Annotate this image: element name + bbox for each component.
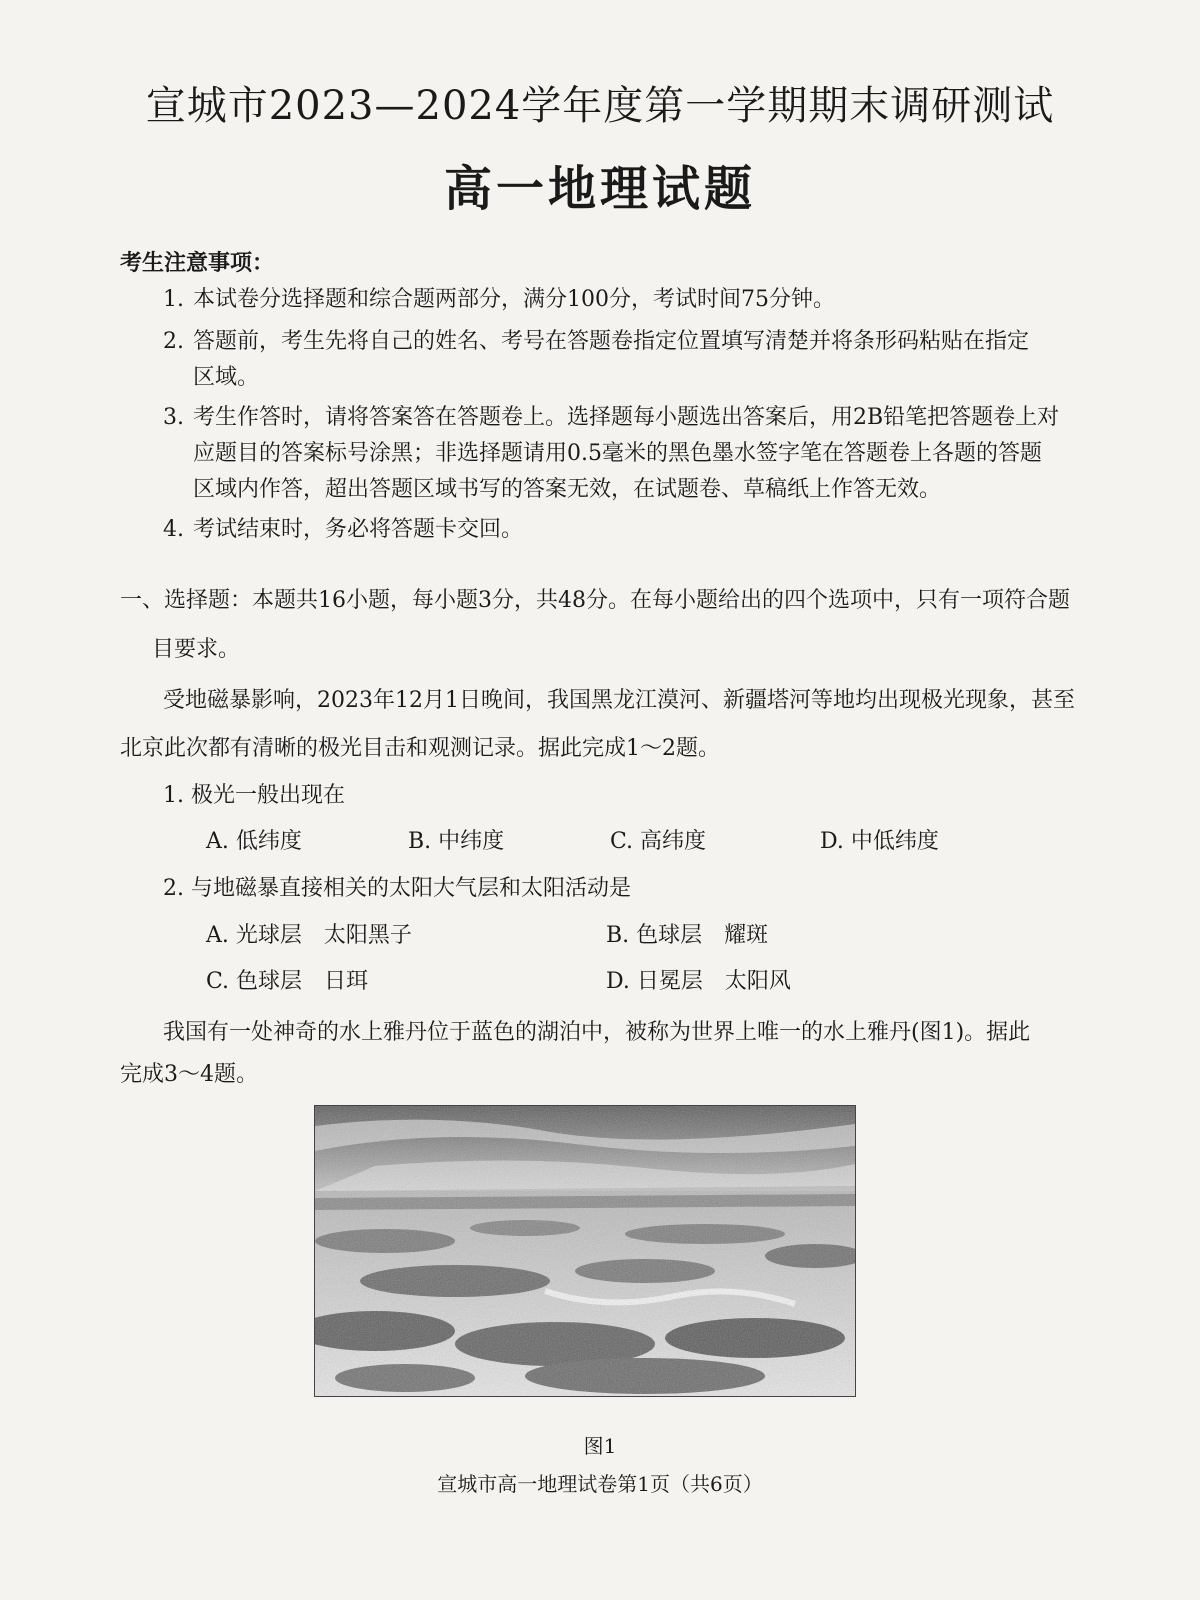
notice-item-number: 3. [163,405,184,430]
notice-item-3 [163,400,1059,431]
question-2-stem: 2. 与地磁暴直接相关的太阳大气层和太阳活动是 [163,876,631,901]
q1-option-b: B. 中纬度 [408,829,505,854]
notice-item-text: 区域。 [193,365,260,390]
page-footer: 宣城市高一地理试卷第1页（共6页） [437,1472,763,1496]
q2-option-a: A. 光球层 太阳黑子 [206,923,412,948]
figure-1-yardang-photo [314,1105,856,1397]
q2-option-d: D. 日冕层 太阳风 [606,969,791,994]
question-1-stem: 1. 极光一般出现在 [163,783,345,808]
notice-item-text: 应题目的答案标号涂黑；非选择题请用0.5毫米的黑色墨水签字笔在答题卷上各题的答题 [193,441,1042,466]
figure-caption: 图1 [583,1434,617,1458]
question-2-options-row2 [206,964,826,994]
passage-intro-2: 我国有一处神奇的水上雅丹位于蓝色的湖泊中，被称为世界上唯一的水上雅丹(图1)。据此 [163,1020,1031,1045]
notice-item-text: 考试结束时，务必将答题卡交回。 [193,517,524,542]
notice-item-number: 1. [163,287,184,312]
question-2-options-row1 [206,918,826,948]
section-heading-cont: 目要求。 [152,637,241,662]
notice-item-text: 答题前，考生先将自己的姓名、考号在答题卷指定位置填写清楚并将条形码粘贴在指定 [193,329,1030,354]
q1-option-c: C. 高纬度 [610,829,707,854]
notice-item-1 [163,282,835,313]
notice-item-4 [163,512,523,543]
notice-item-number: 4. [163,517,184,542]
exam-subtitle: 高一地理试题 [443,161,756,217]
notice-item-text: 考生作答时，请将答案答在答题卷上。选择题每小题选出答案后，用2B铅笔把答题卷上对 [193,405,1060,430]
passage-intro-1-cont: 北京此次都有清晰的极光目击和观测记录。据此完成1～2题。 [120,736,720,761]
q1-option-d: D. 中低纬度 [820,829,939,854]
notice-item-text: 区域内作答，超出答题区域书写的答案无效，在试题卷、草稿纸上作答无效。 [193,477,942,502]
q2-option-b: B. 色球层 耀斑 [606,923,769,948]
passage-intro-2-cont: 完成3～4题。 [120,1062,258,1087]
question-1-options [206,824,966,854]
notice-item-number: 2. [163,329,184,354]
notice-item-text: 本试卷分选择题和综合题两部分，满分100分，考试时间75分钟。 [193,287,835,312]
exam-title: 宣城市2023—2024学年度第一学期期末调研测试 [145,83,1055,129]
passage-intro-1: 受地磁暴影响，2023年12月1日晚间，我国黑龙江漠河、新疆塔河等地均出现极光现象，甚至 [163,688,1075,713]
q2-option-c: C. 色球层 日珥 [206,969,369,994]
q1-option-a: A. 低纬度 [206,829,302,854]
notice-item-2 [163,324,1029,355]
notice-heading: 考生注意事项： [120,250,275,276]
section-heading: 一、选择题：本题共16小题，每小题3分，共48分。在每小题给出的四个选项中，只有一项符合题 [120,588,1070,613]
